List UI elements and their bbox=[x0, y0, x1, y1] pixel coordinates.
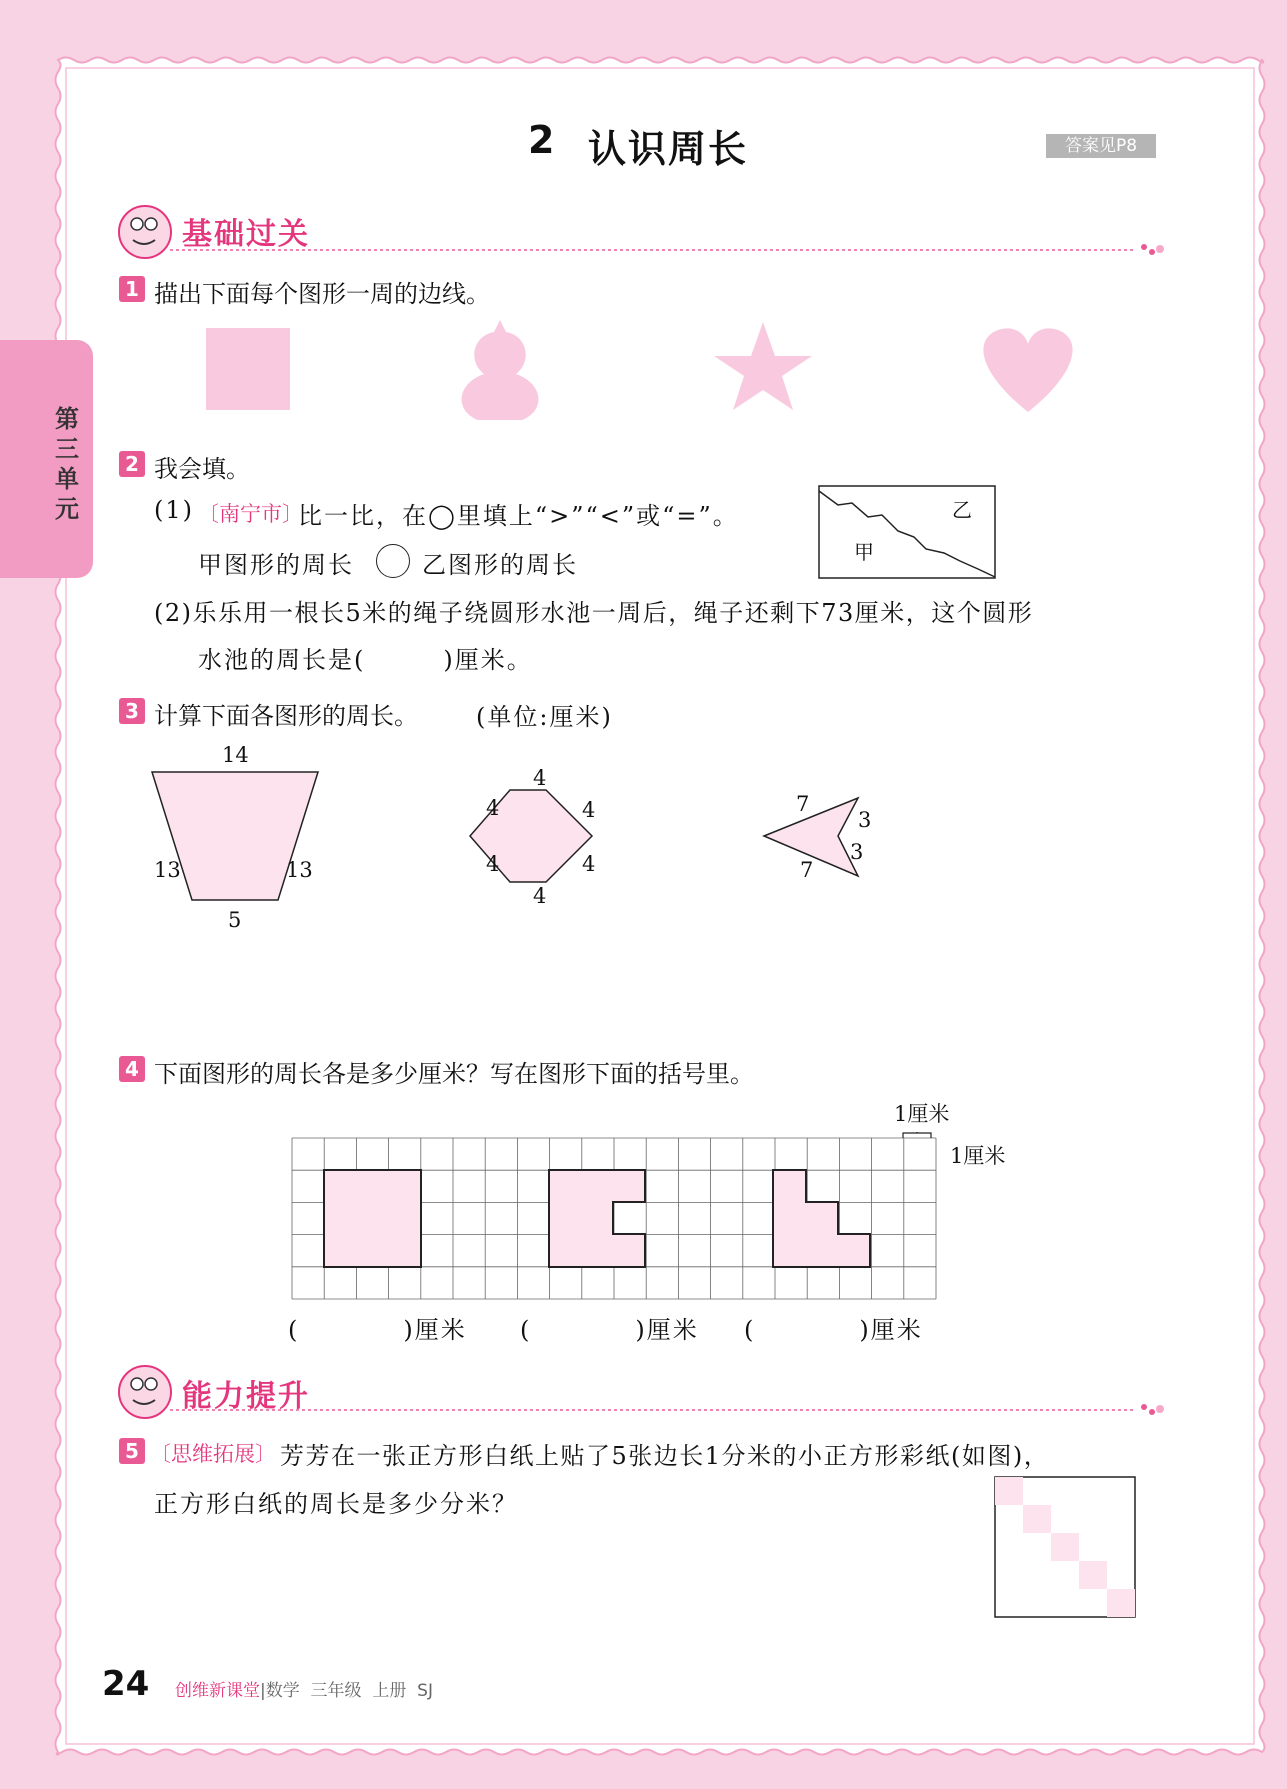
q2-compare-right: 乙图形的周长 bbox=[422, 551, 578, 579]
q5-line1: 芳芳在一张正方形白纸上贴了5张边长1分米的小正方形彩纸(如图)， bbox=[280, 1442, 1050, 1470]
arrow-label-lower-long: 7 bbox=[800, 858, 814, 882]
section-heading-advanced: 能力提升 bbox=[182, 1379, 310, 1414]
arrow-label-upper-short: 3 bbox=[858, 808, 872, 832]
grid-shape-square bbox=[324, 1170, 421, 1267]
page-number: 24 bbox=[102, 1664, 150, 1704]
footer-brand: 创维新课堂 bbox=[175, 1681, 260, 1701]
q2-part1-prefix: (1) bbox=[154, 496, 194, 524]
question-number-2: 2 bbox=[119, 451, 145, 477]
question-number-1: 1 bbox=[119, 276, 145, 302]
trapezoid-left-label: 13 bbox=[154, 858, 181, 882]
section-heading-basic: 基础过关 bbox=[182, 217, 310, 252]
unit-label-top: 1厘米 bbox=[894, 1102, 950, 1126]
trapezoid-top-label: 14 bbox=[222, 743, 249, 767]
q3-figures bbox=[150, 740, 910, 940]
footer-volume: 上册 bbox=[372, 1681, 407, 1701]
q2-part2-line2: 水池的周长是( )厘米。 bbox=[198, 646, 533, 674]
question-number-3: 3 bbox=[119, 698, 145, 724]
section-divider bbox=[170, 1400, 1170, 1420]
q2-compare-left: 甲图形的周长 bbox=[198, 551, 354, 579]
mascot-icon bbox=[115, 202, 177, 260]
arrow-label-upper-long: 7 bbox=[796, 792, 810, 816]
q1-shapes bbox=[190, 310, 1090, 420]
region-label-jia: 甲 bbox=[854, 540, 874, 564]
hexagon-side-upper-left: 4 bbox=[486, 796, 500, 820]
footer-line: 创维新课堂|数学 三年级 上册 SJ bbox=[175, 1681, 433, 1701]
section-divider bbox=[170, 240, 1170, 260]
hexagon-side-top: 4 bbox=[533, 766, 547, 790]
arrow-label-lower-short: 3 bbox=[850, 840, 864, 864]
unit-label-side: 1厘米 bbox=[950, 1144, 1006, 1168]
trapezoid-right-label: 13 bbox=[286, 858, 313, 882]
lesson-number: 2 bbox=[528, 118, 555, 162]
mascot-icon bbox=[115, 1362, 177, 1420]
answer-blank-1[interactable]: ( )厘米 bbox=[288, 1316, 467, 1344]
trapezoid-bottom-label: 5 bbox=[228, 908, 242, 932]
hexagon-side-bottom: 4 bbox=[533, 884, 547, 908]
footer-subject: 数学 bbox=[265, 1681, 300, 1701]
q5-line2: 正方形白纸的周长是多少分米？ bbox=[154, 1490, 518, 1518]
footer-grade: 三年级 bbox=[310, 1681, 362, 1701]
q3-unit: (单位:厘米) bbox=[476, 703, 613, 731]
hexagon-side-upper-right: 4 bbox=[582, 798, 596, 822]
q2-part1-tag: 〔南宁市〕 bbox=[198, 502, 303, 526]
answer-blank-3[interactable]: ( )厘米 bbox=[744, 1316, 923, 1344]
q5-square-figure bbox=[994, 1476, 1138, 1620]
q5-tag: 〔思维拓展〕 bbox=[150, 1442, 276, 1466]
unit-bracket-top bbox=[903, 1132, 931, 1138]
star-shape bbox=[714, 322, 812, 410]
compare-answer-circle[interactable] bbox=[376, 544, 410, 578]
q2-part1-text: 比一比，在◯里填上“>”“<”或“=”。 bbox=[298, 502, 739, 530]
square-shape bbox=[206, 328, 290, 410]
footer-edition: SJ bbox=[417, 1681, 433, 1701]
answer-blank-2[interactable]: ( )厘米 bbox=[520, 1316, 699, 1344]
unit-side-tab-label: 第三单元 bbox=[55, 405, 79, 523]
question-3-text: 计算下面各图形的周长。 bbox=[154, 702, 418, 730]
question-2-text: 我会填。 bbox=[154, 455, 250, 483]
heart-shape bbox=[983, 328, 1072, 412]
question-number-5: 5 bbox=[119, 1438, 145, 1464]
question-number-4: 4 bbox=[119, 1056, 145, 1082]
region-label-yi: 乙 bbox=[952, 498, 972, 522]
q2-part2-line1: (2)乐乐用一根长5米的绳子绕圆形水池一周后，绳子还剩下73厘米，这个圆形 bbox=[154, 599, 1034, 627]
question-1-text: 描出下面每个图形一周的边线。 bbox=[154, 280, 490, 308]
gourd-shape bbox=[462, 320, 539, 420]
q4-grid bbox=[290, 1132, 940, 1302]
question-4-text: 下面图形的周长各是多少厘米？写在图形下面的括号里。 bbox=[154, 1060, 754, 1088]
hexagon-side-lower-left: 4 bbox=[486, 852, 500, 876]
lesson-title: 认识周长 bbox=[588, 127, 749, 171]
grid-shape-l bbox=[773, 1170, 870, 1267]
hexagon-side-lower-right: 4 bbox=[582, 852, 596, 876]
answer-reference-badge: 答案见P8 bbox=[1046, 134, 1156, 158]
grid-shape-c bbox=[549, 1170, 645, 1267]
